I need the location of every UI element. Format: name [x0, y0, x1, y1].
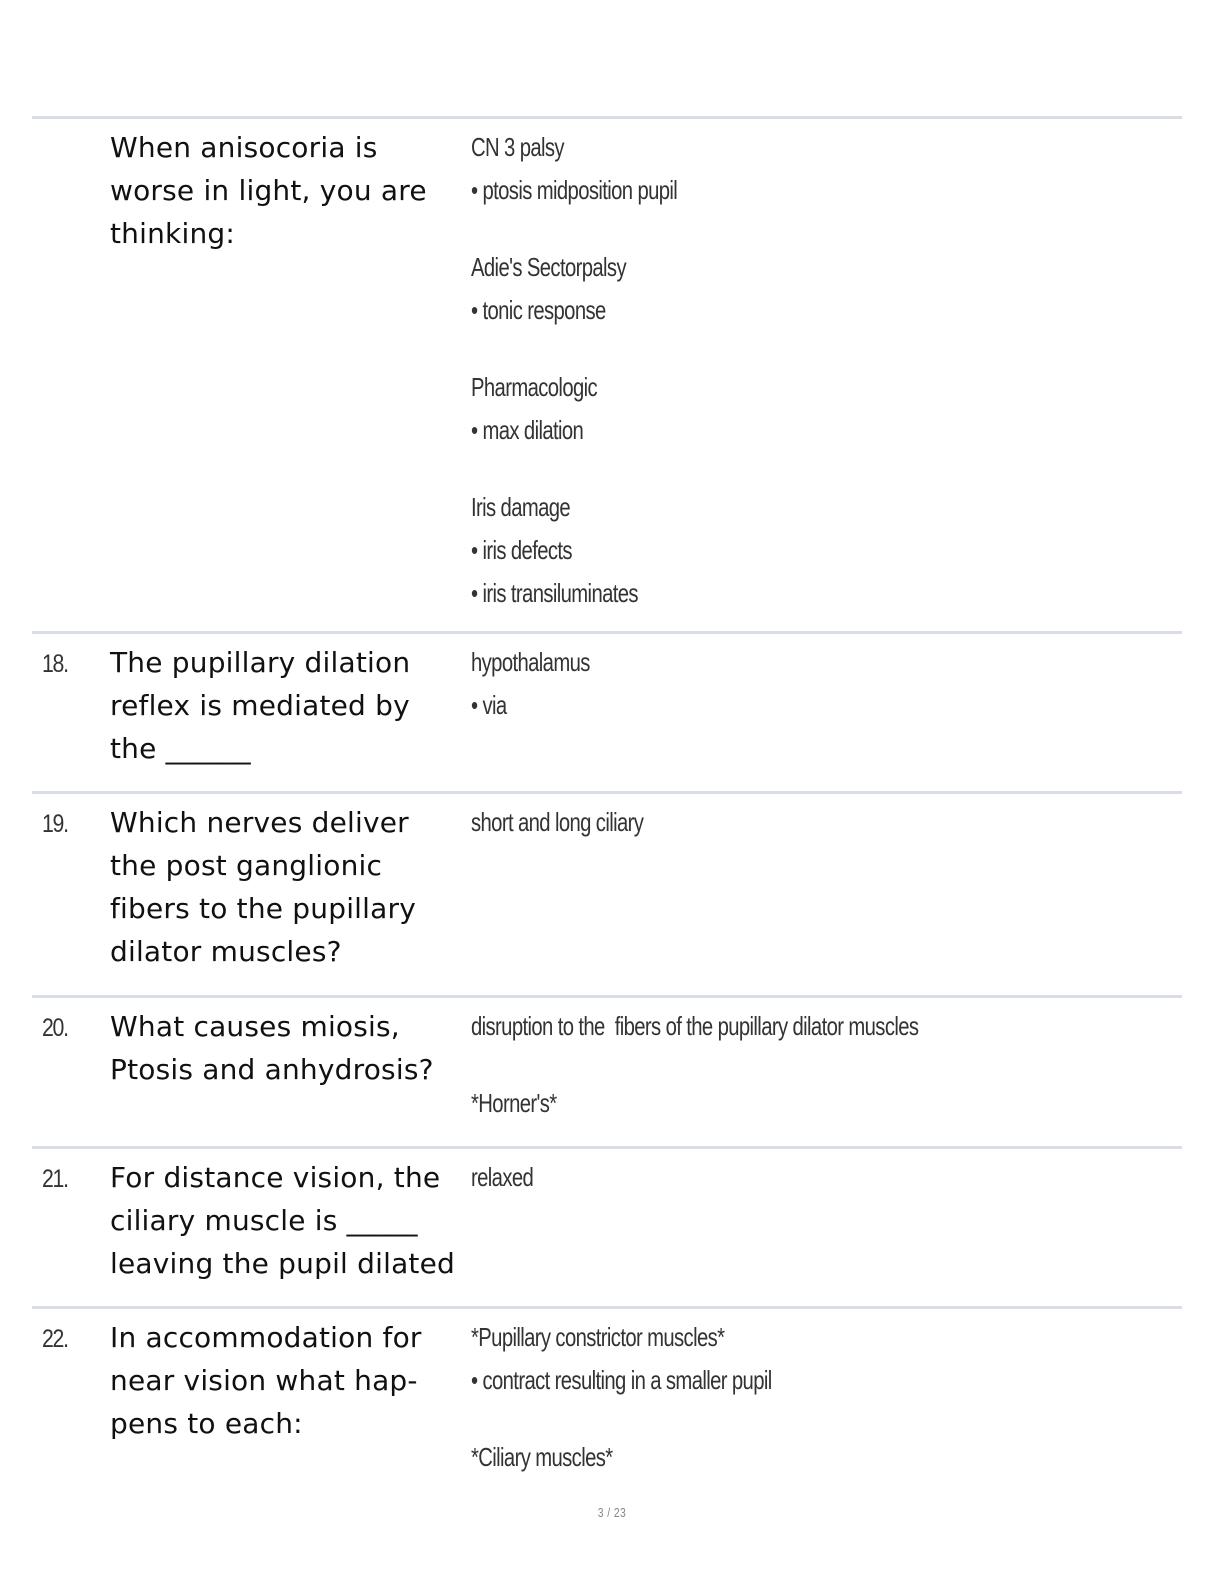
- card-row: [32, 995, 1182, 1146]
- card-number: 18.: [42, 650, 68, 678]
- card-row: [32, 631, 1182, 791]
- answer-bullet: • contract resulting in a smaller pupil: [471, 1365, 772, 1395]
- card-number: 22.: [42, 1325, 68, 1353]
- card-question: Which nerves deliver the post ganglionic fibers to the pupillary dilator muscles?: [110, 806, 416, 968]
- card-number: 21.: [42, 1165, 68, 1193]
- answer-line: short and long ciliary: [471, 807, 644, 837]
- card-answer: [471, 1156, 1171, 1199]
- answer-line: CN 3 palsy: [471, 132, 564, 162]
- answer-line: *Horner's*: [471, 1088, 557, 1118]
- answer-bullet: • tonic response: [471, 295, 606, 325]
- page-number: 3 / 23: [597, 1505, 627, 1520]
- card-question: What causes miosis, Ptosis and anhydrosis?: [110, 1010, 434, 1086]
- answer-line: *Ciliary muscles*: [471, 1442, 613, 1472]
- answer-bullet: • iris defects: [471, 535, 572, 565]
- card-answer: [471, 1316, 1171, 1479]
- card-question: The pupillary dilation reflex is mediated by the ______: [110, 646, 411, 765]
- card-question: When anisocoria is worse in light, you are thinking:: [110, 131, 427, 250]
- answer-line: Pharmacologic: [471, 372, 598, 402]
- card-answer: [471, 801, 1171, 844]
- card-row: [32, 116, 1182, 631]
- card-question: For distance vision, the ciliary muscle is _____ leaving the pupil dilated: [110, 1161, 456, 1280]
- answer-line: Adie's Sectorpalsy: [471, 252, 626, 282]
- answer-gap: [471, 1402, 1171, 1436]
- card-row: [32, 791, 1182, 995]
- answer-line: disruption to the fibers of the pupillary dilator muscles: [471, 1011, 919, 1041]
- card-number: 20.: [42, 1014, 68, 1042]
- card-question: In accommodation for near vision what hap- pens to each:: [110, 1321, 422, 1440]
- answer-bullet: • ptosis midposition pupil: [471, 175, 678, 205]
- answer-gap: [471, 452, 1171, 486]
- answer-line: hypothalamus: [471, 647, 590, 677]
- card-row: [32, 1146, 1182, 1306]
- answer-bullet: • via: [471, 690, 507, 720]
- answer-bullet: • max dilation: [471, 415, 584, 445]
- card-answer: [471, 126, 1171, 615]
- answer-bullet: • iris transiluminates: [471, 578, 638, 608]
- answer-gap: [471, 212, 1171, 246]
- answer-gap: [471, 1048, 1171, 1082]
- answer-gap: [471, 332, 1171, 366]
- answer-line: *Pupillary constrictor muscles*: [471, 1322, 725, 1352]
- flashcard-table: [32, 116, 1182, 1496]
- card-row: [32, 1306, 1182, 1496]
- card-answer: [471, 641, 1171, 727]
- answer-line: Iris damage: [471, 492, 571, 522]
- card-number: 19.: [42, 810, 68, 838]
- card-answer: [471, 1005, 1171, 1125]
- answer-line: relaxed: [471, 1162, 534, 1192]
